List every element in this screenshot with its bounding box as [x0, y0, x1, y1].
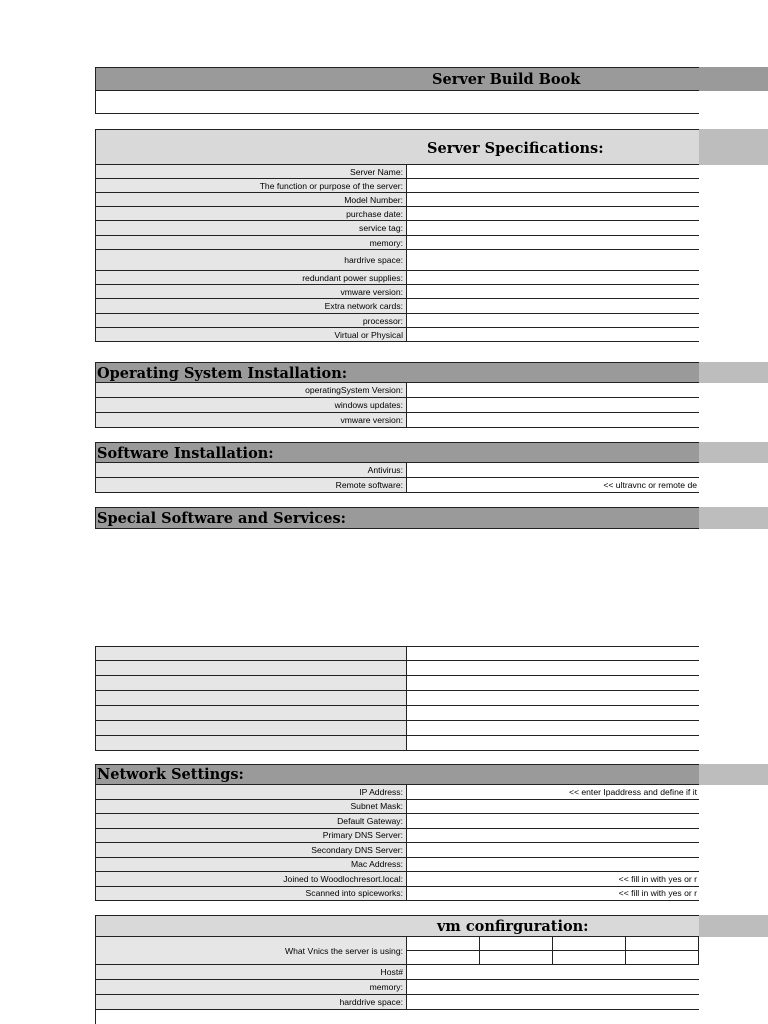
spec-row	[95, 221, 699, 236]
special-row-value[interactable]	[407, 736, 699, 750]
spec-row-value[interactable]	[407, 179, 699, 192]
os-header	[95, 362, 768, 383]
vnic-cell[interactable]	[626, 951, 699, 964]
special-row	[95, 721, 699, 736]
special-row	[95, 691, 699, 706]
net-row-label: Default Gateway:	[96, 814, 407, 828]
sw-row-value[interactable]	[407, 463, 699, 477]
os-row-label: operatingSystem Version:	[96, 383, 407, 397]
net-header-extension	[699, 764, 768, 785]
spec-row-label: hardrive space:	[96, 250, 407, 270]
os-row	[95, 413, 699, 428]
net-row-label: Scanned into spiceworks:	[96, 887, 407, 901]
vm-row	[95, 937, 699, 965]
sw-row	[95, 478, 699, 493]
os-row-label: vmware version:	[96, 413, 407, 427]
vm-row-value[interactable]	[407, 937, 699, 964]
net-row	[95, 872, 699, 887]
net-row-label: Joined to Woodlochresort.local:	[96, 872, 407, 886]
title-bar-extension	[699, 67, 768, 91]
spec-row	[95, 179, 699, 193]
special-row-label	[96, 691, 407, 705]
net-header	[95, 764, 768, 785]
special-row	[95, 646, 699, 661]
vnic-cell[interactable]	[480, 951, 553, 964]
spec-row-label: redundant power supplies:	[96, 271, 407, 284]
spec-row	[95, 271, 699, 285]
spec-row	[95, 250, 699, 271]
spec-row-value[interactable]	[407, 314, 699, 327]
spec-row-value[interactable]	[407, 221, 699, 235]
spec-row-label: processor:	[96, 314, 407, 327]
special-row	[95, 706, 699, 721]
os-header-extension	[699, 362, 768, 383]
net-row-label: Primary DNS Server:	[96, 829, 407, 843]
net-row-value[interactable]: << fill in with yes or r	[618, 873, 697, 884]
special-row-value[interactable]	[407, 721, 699, 735]
special-row-value[interactable]	[407, 647, 699, 660]
spreadsheet-page	[95, 0, 768, 1024]
title-blank-row	[95, 91, 699, 114]
vm-header-extension	[699, 915, 768, 937]
spec-row-label: Virtual or Physical	[96, 328, 407, 341]
sw-heading: Software Installation:	[97, 445, 274, 462]
net-row-label: IP Address:	[96, 785, 407, 799]
special-row-label	[96, 736, 407, 750]
spec-row	[95, 165, 699, 179]
os-row-value[interactable]	[407, 413, 699, 427]
spec-row	[95, 328, 699, 342]
spec-row	[95, 299, 699, 314]
spec-row-value[interactable]	[407, 207, 699, 220]
spec-row-label: Server Name:	[96, 165, 407, 178]
os-row-value[interactable]	[407, 398, 699, 412]
special-row-label	[96, 661, 407, 675]
vnic-cell[interactable]	[553, 951, 626, 964]
vm-heading: vm confirguration:	[437, 918, 589, 935]
net-row	[95, 814, 699, 829]
vnic-cell[interactable]	[480, 937, 553, 951]
special-header	[95, 507, 768, 529]
net-row-label: Subnet Mask:	[96, 800, 407, 814]
spec-row-label: Extra network cards:	[96, 299, 407, 313]
os-heading: Operating System Installation:	[97, 365, 348, 382]
spec-row-value[interactable]	[407, 193, 699, 206]
spec-row-value[interactable]	[407, 328, 699, 341]
vm-row	[95, 965, 699, 980]
net-row	[95, 800, 699, 815]
vnic-cell[interactable]	[407, 937, 480, 951]
spec-row-label: memory:	[96, 236, 407, 249]
spec-row-label: The function or purpose of the server:	[96, 179, 407, 192]
net-row	[95, 843, 699, 858]
special-row-value[interactable]	[407, 676, 699, 690]
special-row	[95, 736, 699, 751]
spec-row-label: Model Number:	[96, 193, 407, 206]
net-row-value[interactable]	[407, 858, 699, 872]
net-row-label: Secondary DNS Server:	[96, 843, 407, 857]
net-row-value[interactable]	[407, 800, 699, 814]
spec-header-extension	[699, 129, 768, 165]
special-row	[95, 676, 699, 691]
special-row-label	[96, 676, 407, 690]
special-row-label	[96, 706, 407, 720]
sw-row-value[interactable]: << ultravnc or remote de	[603, 480, 697, 490]
special-row-label	[96, 647, 407, 660]
net-row	[95, 785, 699, 800]
special-row-value[interactable]	[407, 661, 699, 675]
net-row	[95, 829, 699, 844]
special-row-label	[96, 721, 407, 735]
net-row	[95, 887, 699, 902]
sw-row	[95, 463, 699, 478]
vm-header	[95, 915, 768, 937]
vm-trailing-row	[95, 1010, 699, 1024]
spec-row-label: service tag:	[96, 221, 407, 235]
vm-row-value[interactable]	[407, 980, 699, 994]
vnic-cell[interactable]	[553, 937, 626, 951]
vnic-cell[interactable]	[407, 951, 480, 964]
special-row	[95, 661, 699, 676]
vnic-cell[interactable]	[626, 937, 699, 951]
vm-row-value[interactable]	[407, 995, 699, 1009]
spec-row-label: vmware version:	[96, 285, 407, 298]
spec-row	[95, 236, 699, 250]
vm-row	[95, 980, 699, 995]
spec-heading: Server Specifications:	[427, 140, 604, 157]
net-row-value[interactable]	[407, 843, 699, 857]
net-row-value[interactable]	[407, 814, 699, 828]
os-row-value[interactable]	[407, 383, 699, 397]
spec-header	[95, 129, 768, 165]
title-bar	[95, 67, 768, 91]
vm-row-label: harddrive space:	[96, 995, 407, 1009]
os-row-label: windows updates:	[96, 398, 407, 412]
spec-row-value[interactable]	[407, 285, 699, 298]
document-title: Server Build Book	[432, 71, 581, 88]
os-row	[95, 398, 699, 413]
spec-row-value[interactable]	[407, 236, 699, 249]
vm-row-label: What Vnics the server is using:	[96, 937, 407, 964]
spec-row-value[interactable]	[407, 271, 699, 284]
net-row-label: Mac Address:	[96, 858, 407, 872]
spec-row-value[interactable]	[407, 250, 699, 270]
net-row-value[interactable]: << fill in with yes or r	[618, 888, 697, 899]
sw-header-extension	[699, 442, 768, 463]
net-row-value[interactable]: << enter Ipaddress and define if it	[568, 786, 697, 797]
os-row	[95, 383, 699, 398]
vm-row-value[interactable]	[407, 965, 699, 979]
spec-row	[95, 193, 699, 207]
net-heading: Network Settings:	[97, 766, 244, 783]
sw-header	[95, 442, 768, 463]
vm-row-label: memory:	[96, 980, 407, 994]
sw-row-label: Remote software:	[96, 478, 407, 492]
net-row	[95, 858, 699, 873]
sw-row-label: Antivirus:	[96, 463, 407, 477]
spec-row-value[interactable]	[407, 299, 699, 313]
special-heading: Special Software and Services:	[97, 510, 346, 527]
spec-row	[95, 207, 699, 221]
net-row-value[interactable]	[407, 829, 699, 843]
special-row-value[interactable]	[407, 706, 699, 720]
vm-row-label: Host#	[96, 965, 407, 979]
spec-row-value[interactable]	[407, 165, 699, 178]
special-row-value[interactable]	[407, 691, 699, 705]
vm-row	[95, 995, 699, 1010]
special-header-extension	[699, 507, 768, 529]
spec-row	[95, 314, 699, 328]
spec-row-label: purchase date:	[96, 207, 407, 220]
spec-row	[95, 285, 699, 299]
